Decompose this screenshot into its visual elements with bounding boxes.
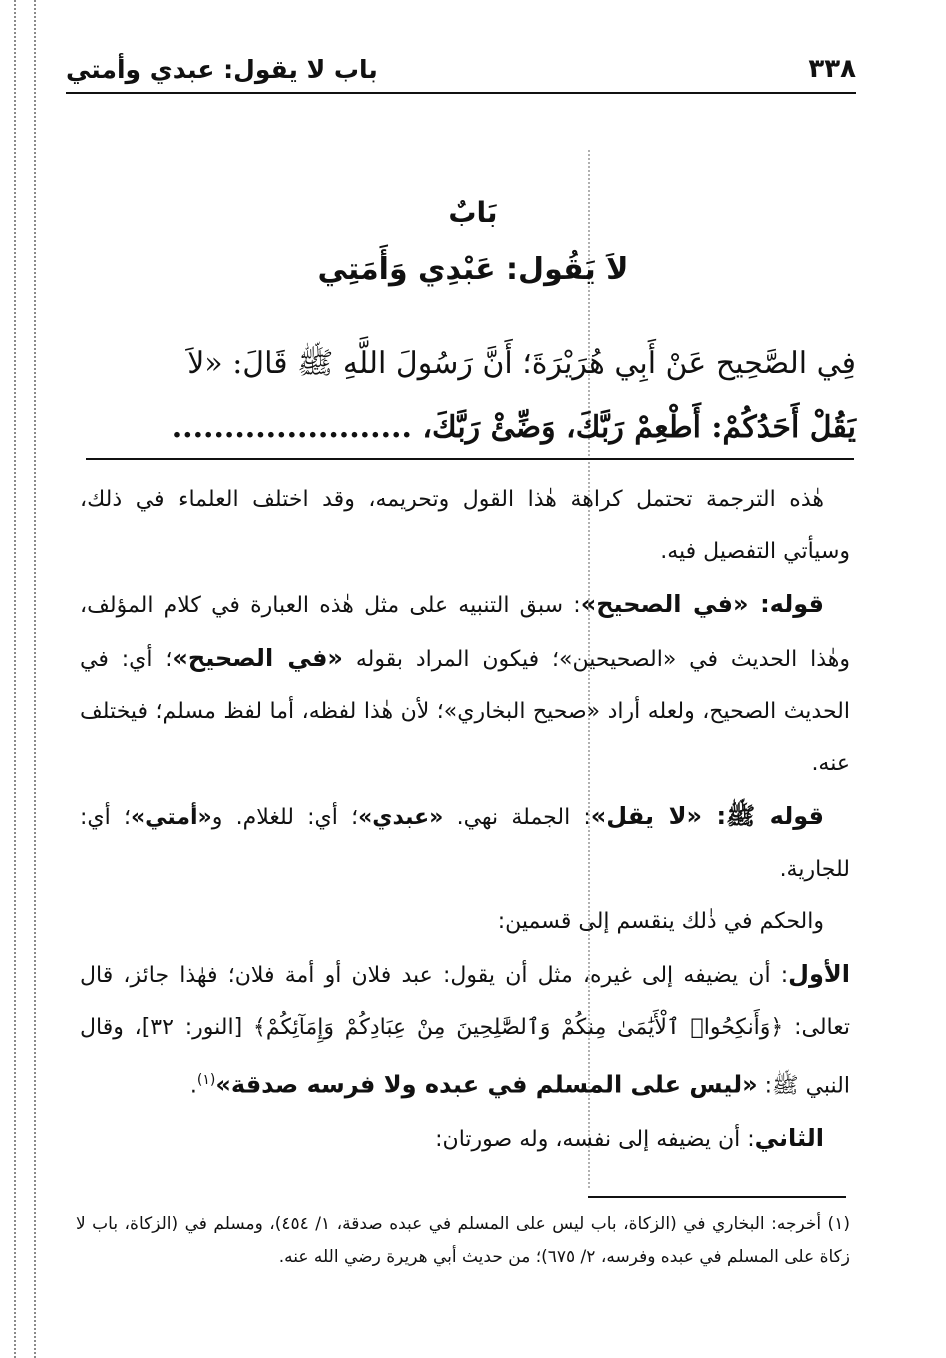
- page-header: [66, 46, 856, 94]
- running-title: باب لا يقول: عبدي وأمتي: [66, 54, 378, 84]
- paragraph-text: ؛ أي: في الحديث الصحيح، ولعله أراد «صحيح البخاري»؛ لأن هٰذا لفظه، أما لفظ مسلم؛ فيختلف عنه.: [80, 647, 850, 776]
- hadith-line-2: يَقُلْ أَحَدُكُمْ: أَطْعِمْ رَبَّكَ، وَضِّئْ رَبَّكَ، .......................: [171, 410, 856, 445]
- chapter-heading: بَابٌ: [448, 196, 498, 229]
- commentary-paragraph: [80, 474, 850, 578]
- page-number: ٣٣٨: [808, 54, 856, 84]
- hadith-text: [80, 332, 856, 460]
- lemma-bold: «أمتي»: [130, 805, 212, 830]
- footnote-text: (١) أخرجه: البخاري في (الزكاة، باب ليس على المسلم في عبده صدقة، ١/ ٤٥٤)، ومسلم في (الزكاة، باب لا زكاة على المسلم في عبده وفرسه، ٢/ ٦٧٥)؛ من حديث أبي هريرة رضي الله عنه.: [76, 1214, 850, 1267]
- chapter-title: لاَ يَقُول: عَبْدِي وَأَمَتِي: [317, 252, 629, 287]
- commentary-body: [80, 474, 850, 1166]
- paragraph-text: هٰذه الترجمة تحتمل كراهة هٰذا القول وتحريمه، وقد اختلف العلماء في ذلك، وسيأتي التفصيل فيه.: [80, 487, 850, 564]
- lemma-bold: الثاني: [754, 1124, 824, 1153]
- footnote: [76, 1208, 850, 1274]
- lemma-bold: «لا يقل»: [590, 802, 702, 830]
- commentary-paragraph: [80, 948, 850, 1112]
- lemma-bold: قوله ﷺ:: [701, 802, 824, 830]
- hadith-quote-bold: «ليس على المسلم في عبده ولا فرسه صدقة»: [215, 1070, 758, 1099]
- paragraph-text: : أن يضيفه إلى غيره، مثل أن يقول: عبد فلان أو أمة فلان؛ فهٰذا جائز، قال تعالى: ﴿وَأَنكِحُوا۟ ٱلْأَيَٰمَىٰ مِنكُمْ وَٱلصَّٰلِحِينَ مِنْ عِبَادِكُمْ وَإِمَآئِكُمْ﴾ [النور: ٣٢]، وقال النبي ﷺ:: [80, 963, 850, 1099]
- commentary-paragraph: [80, 1112, 850, 1166]
- paragraph-text: ؛ أي: للجارية.: [80, 805, 850, 882]
- footnote-rule: [588, 1196, 846, 1198]
- commentary-paragraph: [80, 896, 850, 948]
- footnote-marker: (١): [196, 1072, 216, 1088]
- lemma-bold: قوله: «في الصحيح»: [580, 590, 824, 618]
- paragraph-text: : الجملة نهي.: [443, 805, 591, 830]
- hadith-line-1: فِي الصَّحِيح عَنْ أَبِي هُرَيْرَةَ؛ أَنَّ رَسُولَ اللَّهِ ﷺ قَالَ: «لاَ: [187, 346, 856, 381]
- lemma-bold: «في الصحيح»: [172, 644, 343, 672]
- paragraph-text: .: [189, 1073, 197, 1099]
- paragraph-text: : أن يضيفه إلى نفسه، وله صورتان:: [435, 1127, 755, 1153]
- text-separator-rule: [86, 458, 854, 460]
- paragraph-text: : سبق التنبيه على مثل هٰذه العبارة في كلام المؤلف، وهٰذا الحديث في «الصحيحين»؛ فيكون المراد بقوله: [80, 593, 850, 672]
- commentary-paragraph: [80, 578, 850, 790]
- commentary-paragraph: [80, 790, 850, 896]
- lemma-bold: الأول: [788, 960, 850, 988]
- paragraph-text: ؛ أي: للغلام. و: [211, 805, 359, 830]
- paragraph-text: والحكم في ذٰلك ينقسم إلى قسمين:: [497, 909, 824, 934]
- lemma-bold: «عبدي»: [358, 805, 444, 830]
